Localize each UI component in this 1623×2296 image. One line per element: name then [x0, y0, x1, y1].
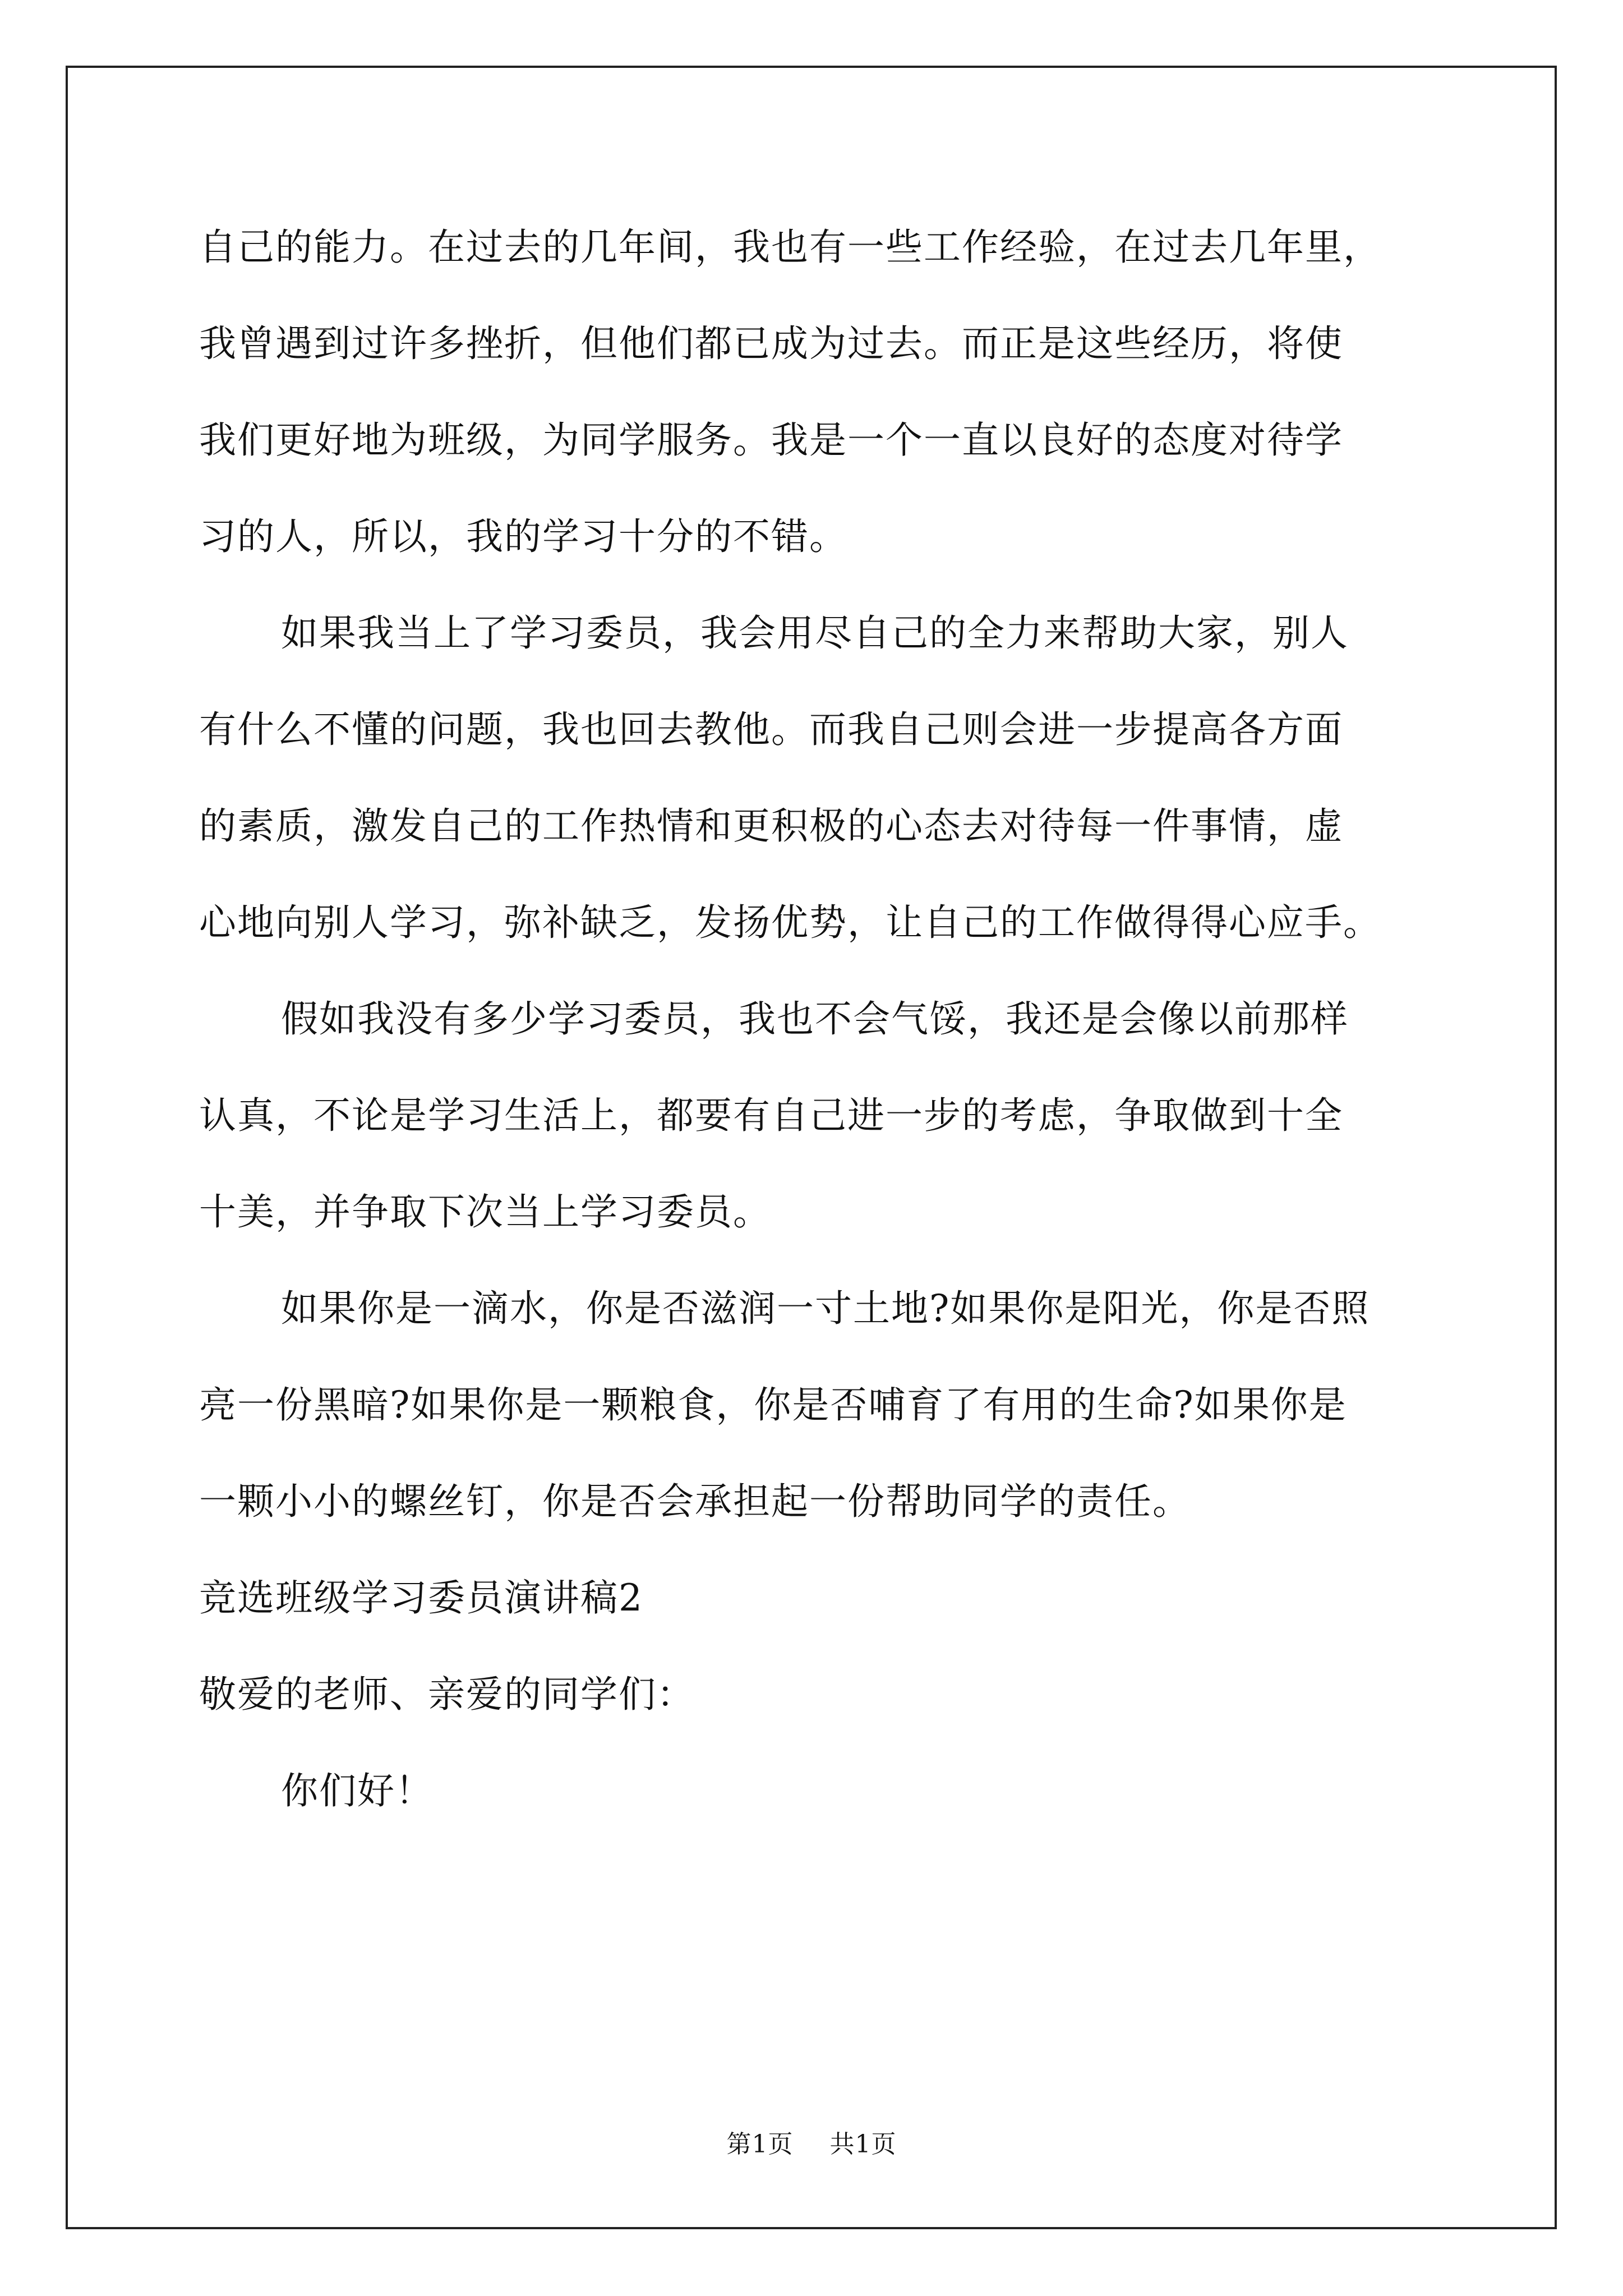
text-line: 认真，不论是学习生活上，都要有自己进一步的考虑，争取做到十全 — [199, 1094, 1343, 1137]
document-body — [199, 199, 1427, 1839]
greeting: 你们好！ — [281, 1769, 434, 1812]
text-line: 亮一份黑暗?如果你是一颗粮食，你是否哺育了有用的生命?如果你是 — [199, 1383, 1347, 1427]
page-total: 共1页 — [829, 2130, 897, 2159]
paragraph-start-line: 如果我当上了学习委员，我会用尽自己的全力来帮助大家，别人 — [281, 611, 1349, 655]
paragraph-start-line: 假如我没有多少学习委员，我也不会气馁，我还是会像以前那样 — [281, 997, 1349, 1041]
text-line: 我曾遇到过许多挫折，但他们都已成为过去。而正是这些经历，将使 — [199, 322, 1343, 365]
page-footer — [0, 2124, 1623, 2160]
text-line: 一颗小小的螺丝钉，你是否会承担起一份帮助同学的责任。 — [199, 1480, 1191, 1523]
text-line: 十美，并争取下次当上学习委员。 — [199, 1190, 771, 1234]
text-line: 我们更好地为班级，为同学服务。我是一个一直以良好的态度对待学 — [199, 418, 1343, 462]
text-line: 自己的能力。在过去的几年间，我也有一些工作经验，在过去几年里， — [199, 226, 1381, 269]
paragraph-start-line: 如果你是一滴水，你是否滋润一寸土地?如果你是阳光，你是否照 — [281, 1287, 1370, 1330]
salutation: 敬爱的老师、亲爱的同学们： — [199, 1673, 695, 1716]
text-line: 习的人，所以，我的学习十分的不错。 — [199, 515, 847, 558]
text-line: 有什么不懂的问题，我也回去教他。而我自己则会进一步提高各方面 — [199, 708, 1343, 751]
text-line: 的素质，激发自己的工作热情和更积极的心态去对待每一件事情，虚 — [199, 804, 1343, 848]
section-heading: 竞选班级学习委员演讲稿2 — [199, 1576, 643, 1619]
text-line: 心地向别人学习，弥补缺乏，发扬优势，让自己的工作做得得心应手。 — [199, 901, 1381, 944]
page-number: 第1页 — [726, 2130, 794, 2159]
